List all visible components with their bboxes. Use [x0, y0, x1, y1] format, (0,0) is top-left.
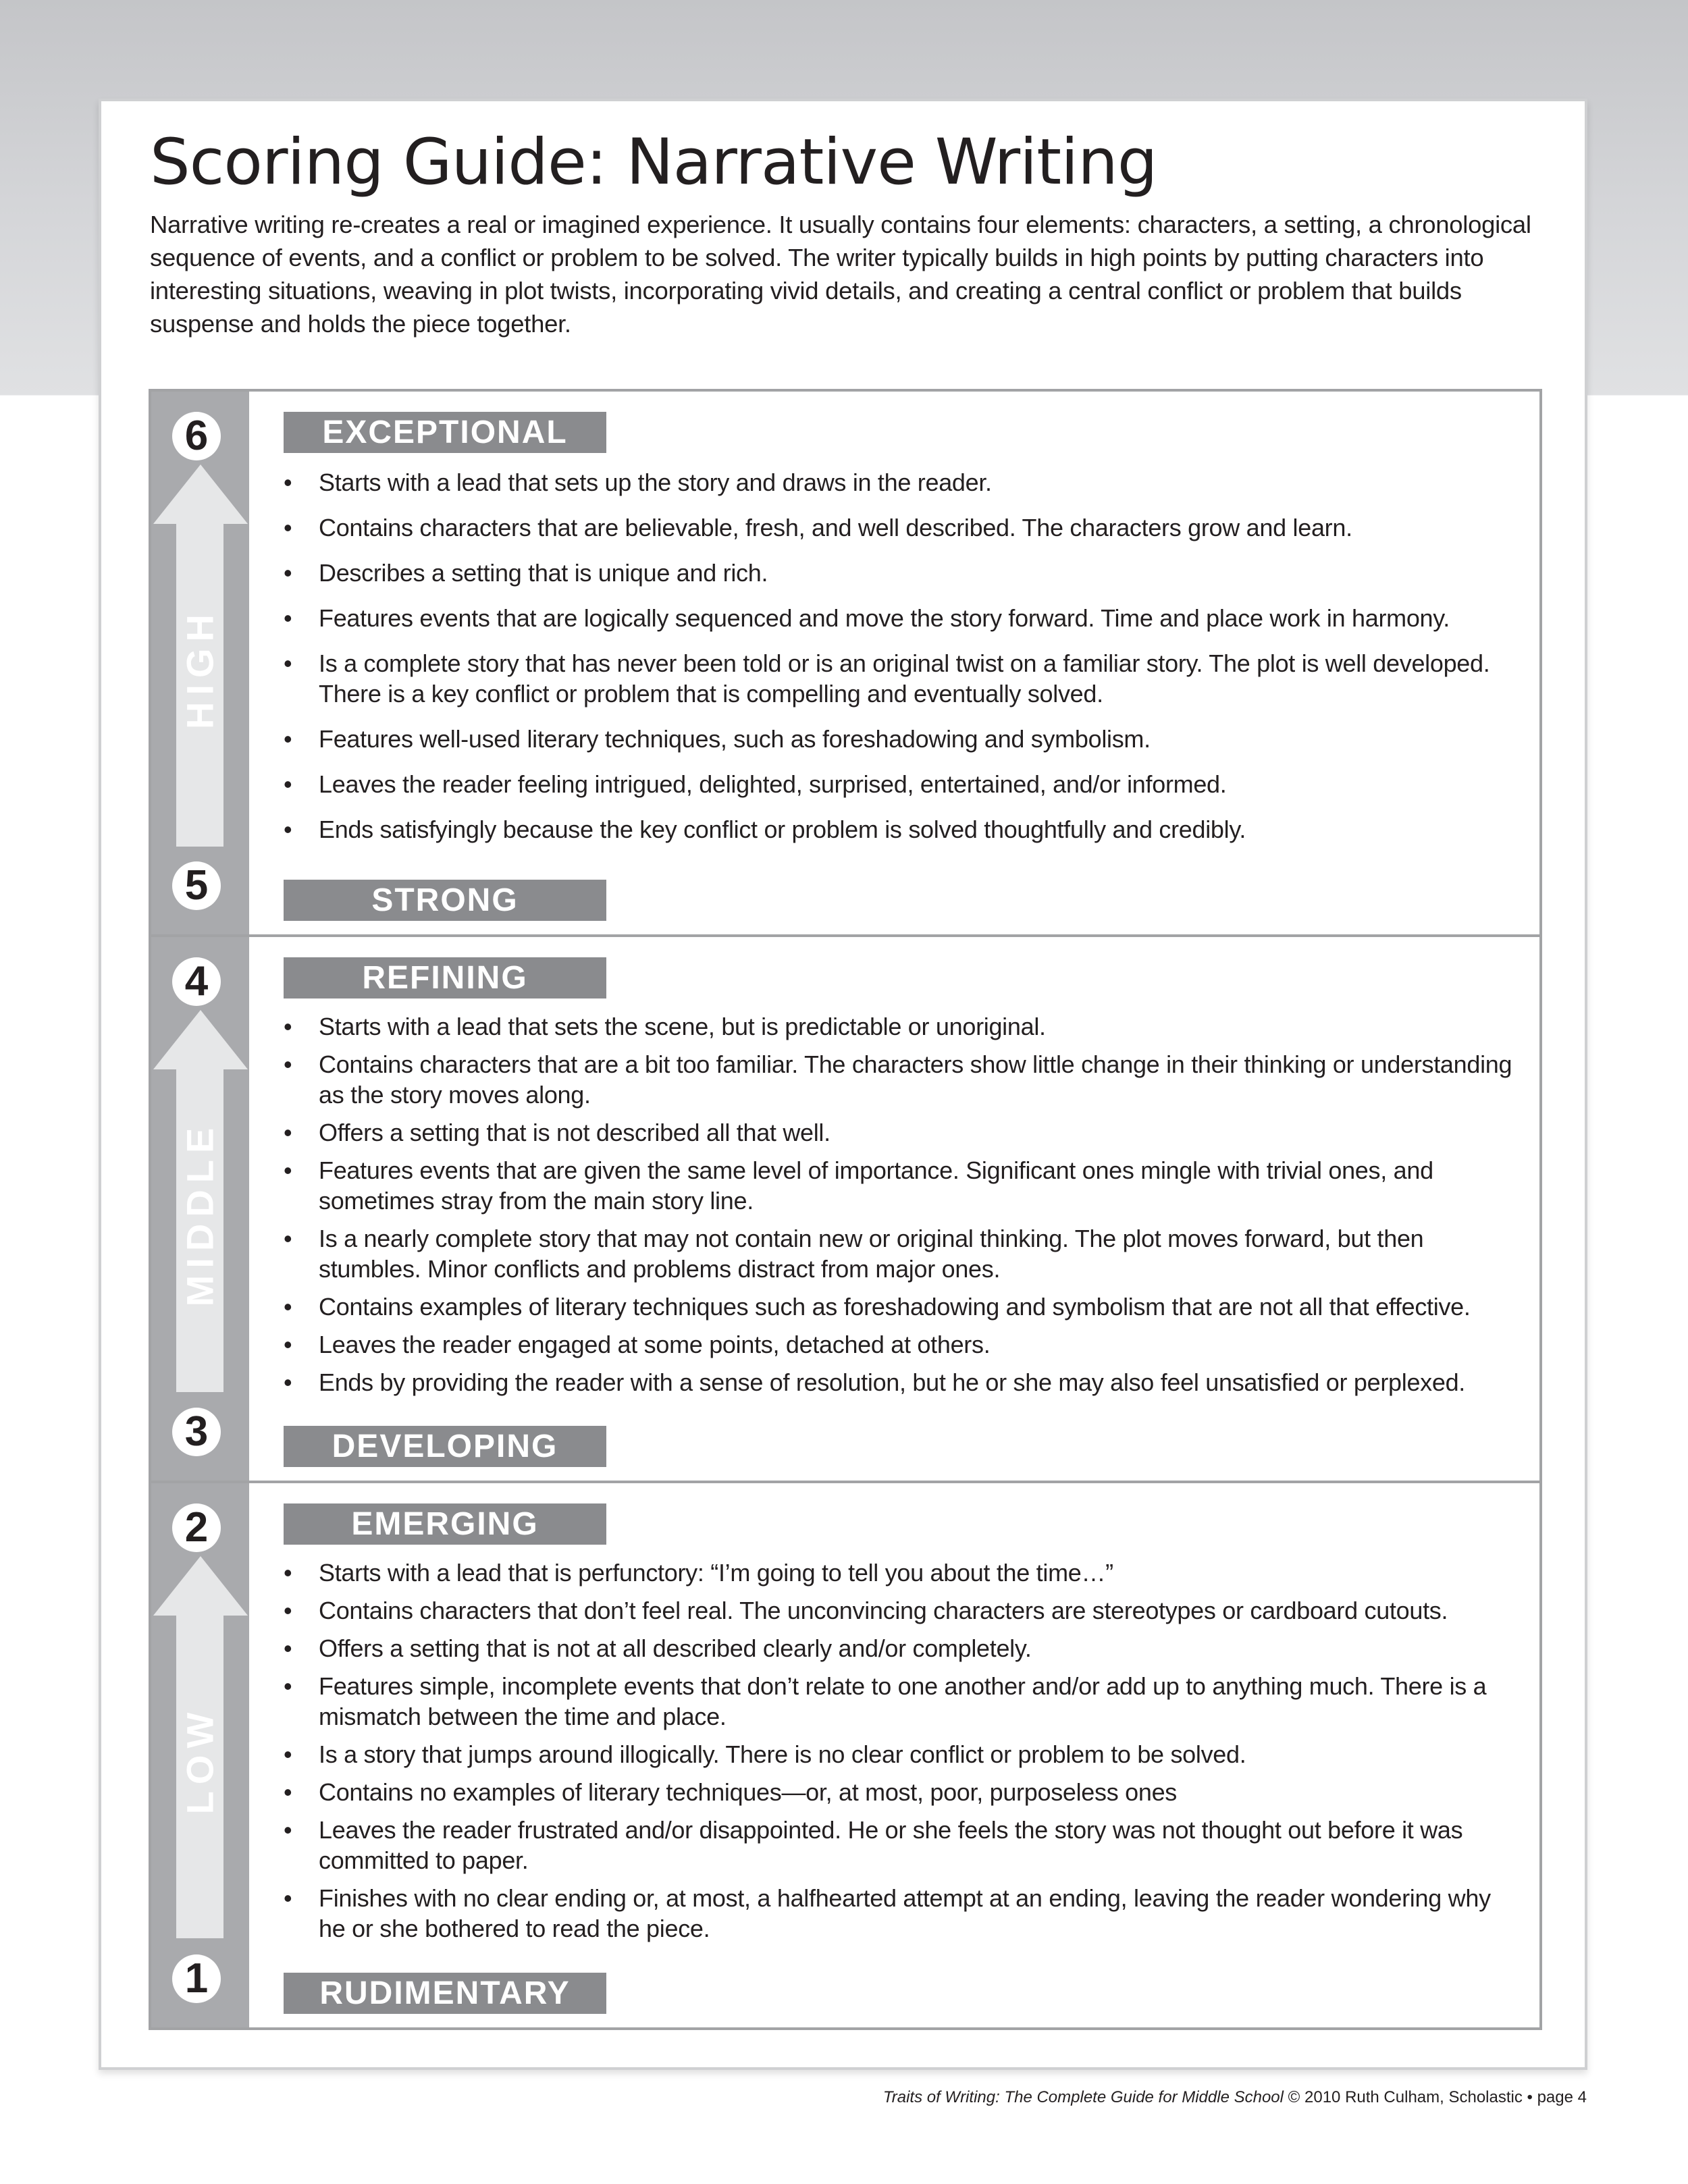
intro-paragraph: Narrative writing re-creates a real or imagined experience. It usually contains four elements: characters, a setting, a chronological sequence of events, and a conflict or problem to be solved. The writer typically builds in high points by putting characters into interesting situations, weaving in plot twists, incorporating vivid details, and creating a central conflict or problem that builds suspense and holds the piece together. — [150, 211, 1531, 338]
list-item: • Offers a setting that is not described all that well. — [284, 1117, 1523, 1148]
list-item: • Ends satisfyingly because the key conflict or problem is solved thoughtfully and credibly. — [284, 814, 1523, 845]
list-item: • Ends by providing the reader with a sense of resolution, but he or she may also feel unsatisfied or perplexed. — [284, 1367, 1523, 1397]
band-emerging: EMERGING — [284, 1503, 606, 1545]
list-item: • Contains examples of literary techniques such as foreshadowing and symbolism that are not all that effective. — [284, 1291, 1523, 1322]
score-4-badge: 4 — [172, 957, 221, 1006]
level-label-middle: MIDDLE — [178, 1121, 221, 1307]
list-item: • Is a complete story that has never been told or is an original twist on a familiar story. The plot is well developed. There is a key conflict or problem that is compelling and eventually solved. — [284, 648, 1523, 709]
list-item: • Features well-used literary techniques, such as foreshadowing and symbolism. — [284, 724, 1523, 754]
footer-credit: © 2010 Ruth Culham, Scholastic • page 4 — [1283, 2088, 1587, 2106]
score-5-badge: 5 — [172, 861, 221, 910]
list-item: • Describes a setting that is unique and rich. — [284, 558, 1523, 588]
level-label-low: LOW — [178, 1705, 221, 1815]
list-item: • Finishes with no clear ending or, at most, a halfhearted attempt at an ending, leaving the reader wondering why he or she bothered to read the piece. — [284, 1883, 1523, 1944]
list-item: • Starts with a lead that sets up the story and draws in the reader. — [284, 467, 1523, 498]
band-refining: REFINING — [284, 957, 606, 998]
list-item: • Features simple, incomplete events that don’t relate to one another and/or add up to anything much. There is a mismatch between the time and place. — [284, 1671, 1523, 1732]
list-item: • Is a story that jumps around illogically. There is no clear conflict or problem to be solved. — [284, 1739, 1523, 1769]
list-item: • Is a nearly complete story that may not contain new or original thinking. The plot moves forward, but then stumbles. Minor conflicts and problems distract from major ones. — [284, 1223, 1523, 1284]
score-3-badge: 3 — [172, 1408, 221, 1456]
scoring-guide-page — [99, 99, 1587, 2070]
level-sidebar — [151, 1483, 249, 2027]
level-sidebar — [151, 392, 249, 934]
list-item: • Leaves the reader frustrated and/or disappointed. He or she feels the story was not thought out before it was committed to paper. — [284, 1815, 1523, 1875]
list-item: • Leaves the reader engaged at some points, detached at others. — [284, 1329, 1523, 1360]
band-rudimentary: RUDIMENTARY — [284, 1973, 606, 2014]
level-label-high: HIGH — [178, 608, 221, 729]
band-developing: DEVELOPING — [284, 1426, 606, 1467]
list-item: • Contains characters that don’t feel real. The unconvincing characters are stereotypes or cardboard cutouts. — [284, 1595, 1523, 1626]
band-strong: STRONG — [284, 880, 606, 921]
list-item: • Offers a setting that is not at all described clearly and/or completely. — [284, 1633, 1523, 1663]
criteria-list-middle — [284, 1011, 1523, 1405]
score-6-badge: 6 — [172, 412, 221, 460]
level-sidebar — [151, 937, 249, 1481]
list-item: • Leaves the reader feeling intrigued, delighted, surprised, entertained, and/or informed. — [284, 769, 1523, 799]
criteria-list-high — [284, 467, 1523, 859]
band-exceptional: EXCEPTIONAL — [284, 412, 606, 453]
list-item: • Contains characters that are a bit too familiar. The characters show little change in their thinking or understanding as the story moves along. — [284, 1049, 1523, 1110]
criteria-list-low — [284, 1557, 1523, 1951]
list-item: • Contains no examples of literary techniques—or, at most, poor, purposeless ones — [284, 1777, 1523, 1807]
list-item: • Features events that are given the same level of importance. Significant ones mingle with trivial ones, and sometimes stray from the main story line. — [284, 1155, 1523, 1216]
list-item: • Starts with a lead that sets the scene, but is predictable or unoriginal. — [284, 1011, 1523, 1042]
section-low — [149, 1481, 1542, 2030]
page-title: Scoring Guide: Narrative Writing — [150, 126, 1157, 199]
list-item: • Starts with a lead that is perfunctory: “I’m going to tell you about the time…” — [284, 1557, 1523, 1588]
section-middle — [149, 934, 1542, 1483]
score-2-badge: 2 — [172, 1503, 221, 1552]
page-footer — [883, 2088, 1587, 2107]
score-1-badge: 1 — [172, 1954, 221, 2003]
list-item: • Features events that are logically sequenced and move the story forward. Time and place work in harmony. — [284, 603, 1523, 633]
footer-book-title: Traits of Writing: The Complete Guide for Middle School — [882, 2088, 1284, 2106]
section-high — [149, 389, 1542, 937]
list-item: • Contains characters that are believable, fresh, and well described. The characters grow and learn. — [284, 512, 1523, 543]
